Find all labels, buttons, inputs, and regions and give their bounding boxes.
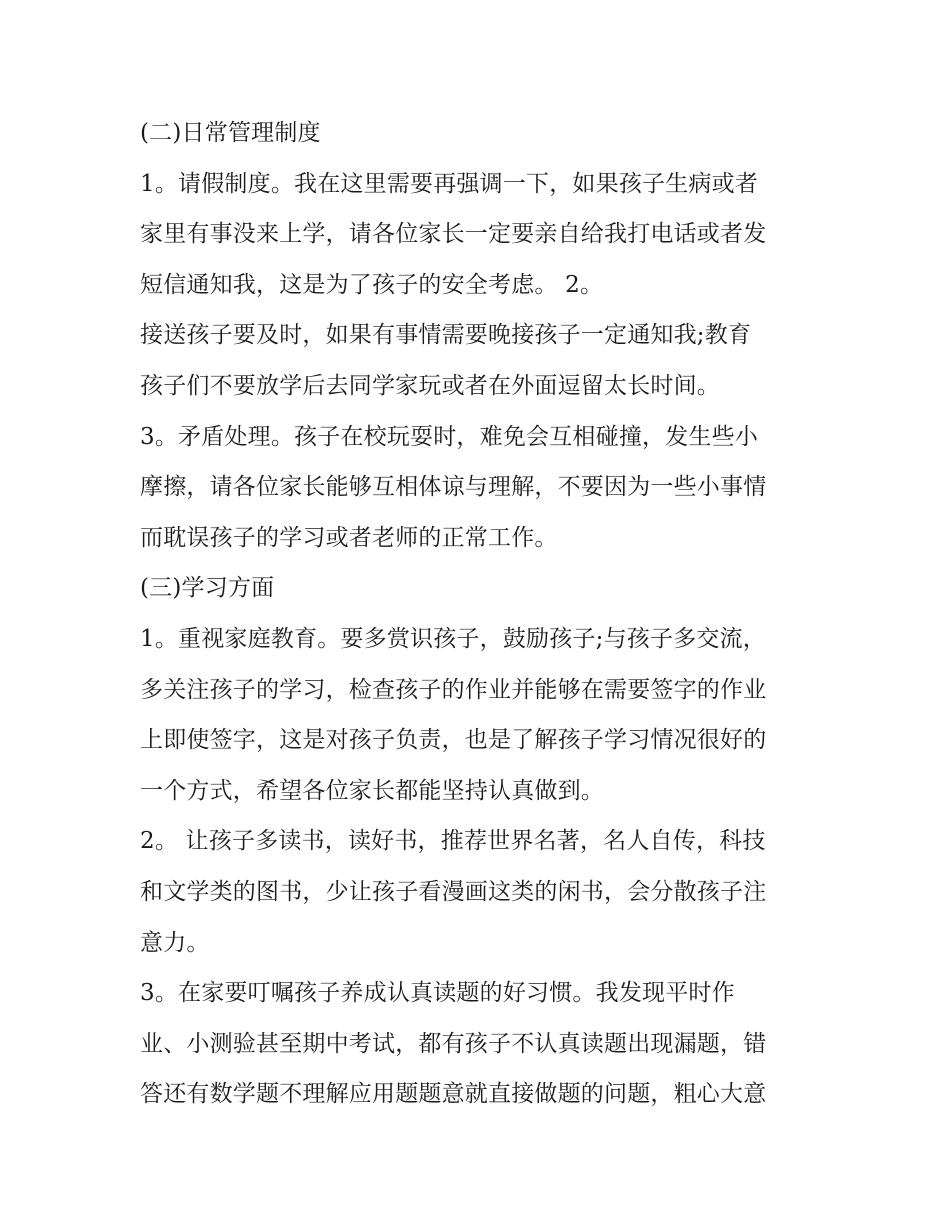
paragraph-line: 和文学类的图书，少让孩子看漫画这类的闲书，会分散孩子注 [140,878,767,905]
paragraph-line: 业、小测验甚至期中考试，都有孩子不认真读题出现漏题，错 [140,1030,767,1057]
paragraph-line: 2。 让孩子多读书，读好书，推荐世界名著，名人自传，科技 [140,828,766,855]
paragraph-line: 接送孩子要及时，如果有事情需要晚接孩子一定通知我;教育 [140,322,752,349]
paragraph-line: 摩擦，请各位家长能够互相体谅与理解，不要因为一些小事情 [140,474,767,501]
section-heading-daily-management: (二)日常管理制度 [140,120,321,146]
paragraph-line: 答还有数学题不理解应用题题意就直接做题的问题，粗心大意 [140,1081,767,1108]
paragraph-line: 1。重视家庭教育。要多赏识孩子，鼓励孩子;与孩子多交流， [140,625,766,652]
document-body [140,108,830,1120]
paragraph-line: 一个方式，希望各位家长都能坚持认真做到。 [140,777,604,804]
section-heading-learning: (三)学习方面 [140,575,275,602]
paragraph-line: 多关注孩子的学习，检查孩子的作业并能够在需要签字的作业 [140,676,767,703]
paragraph-line: 1。请假制度。我在这里需要再强调一下，如果孩子生病或者 [140,170,759,197]
paragraph-line: 意力。 [140,929,210,956]
paragraph-line: 家里有事没来上学，请各位家长一定要亲自给我打电话或者发 [140,221,767,248]
paragraph-line: 3。矛盾处理。孩子在校玩耍时，难免会互相碰撞，发生些小 [140,423,759,450]
paragraph-line: 孩子们不要放学后去同学家玩或者在外面逗留太长时间。 [140,372,720,399]
paragraph-line: 短信通知我，这是为了孩子的安全考虑。 2。 [140,271,604,298]
paragraph-line: 而耽误孩子的学习或者老师的正常工作。 [140,524,558,551]
paragraph-line: 上即使签字，这是对孩子负责，也是了解孩子学习情况很好的 [140,727,767,754]
paragraph-line: 3。在家要叮嘱孩子养成认真读题的好习惯。我发现平时作 [140,980,735,1007]
